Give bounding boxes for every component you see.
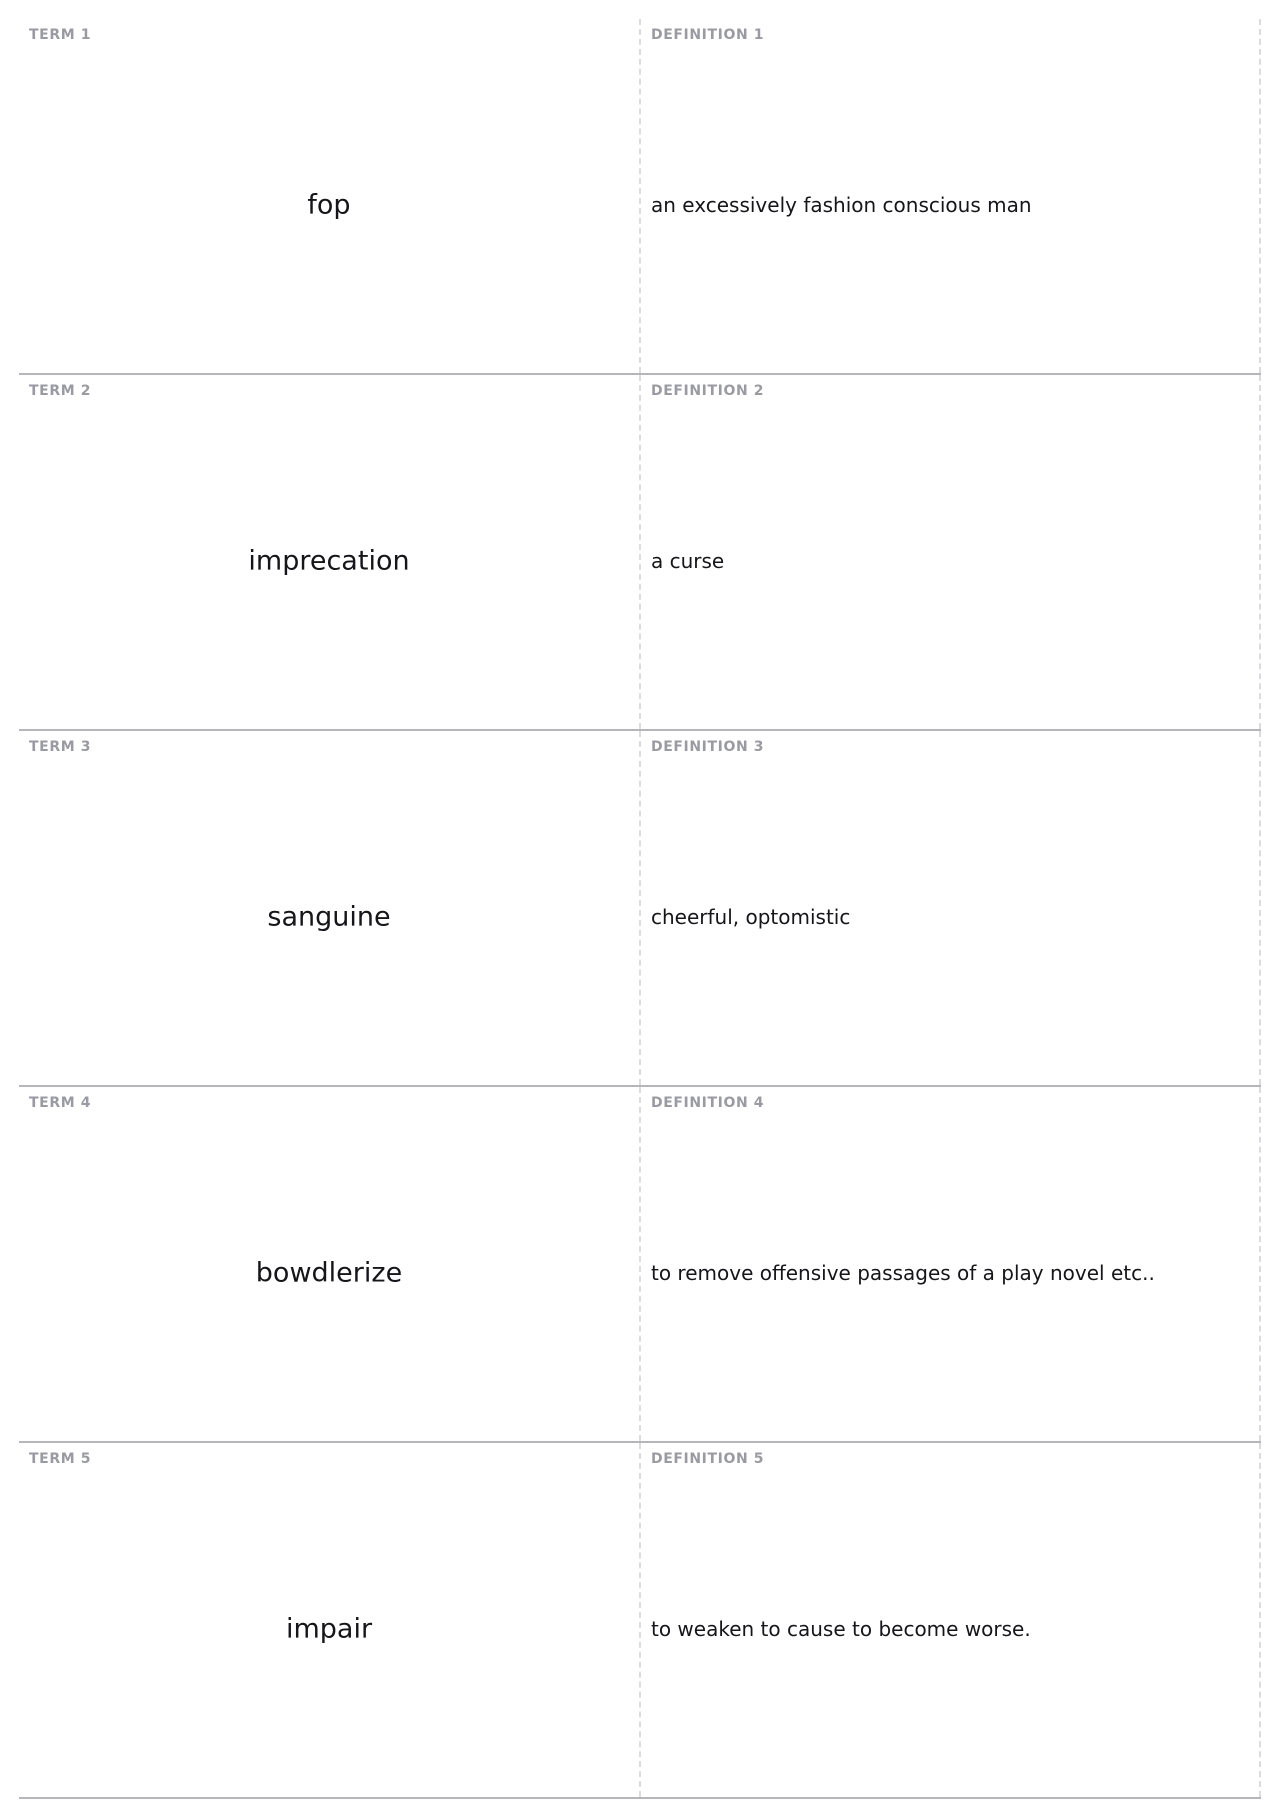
definition-label: DEFINITION 3 (651, 739, 765, 755)
definition-text: to weaken to cause to become worse. (651, 1617, 1031, 1641)
definition-label: DEFINITION 1 (651, 27, 765, 43)
definition-text: to remove offensive passages of a play novel etc.. (651, 1261, 1155, 1285)
flashcard-row (19, 375, 1261, 731)
term-cell (19, 1443, 641, 1797)
term-label: TERM 3 (29, 739, 92, 755)
term-label: TERM 5 (29, 1451, 92, 1467)
term-cell (19, 1087, 641, 1441)
term-cell (19, 375, 641, 729)
term-text: impair (285, 1613, 373, 1645)
term-label: TERM 1 (29, 27, 92, 43)
definition-text: an excessively fashion conscious man (651, 193, 1032, 217)
term-cell (19, 19, 641, 373)
flashcard-sheet (19, 19, 1261, 1799)
flashcard-row (19, 1087, 1261, 1443)
flashcard-row (19, 19, 1261, 375)
term-cell (19, 731, 641, 1085)
term-label: TERM 2 (29, 383, 92, 399)
term-text: fop (307, 189, 351, 221)
term-text: imprecation (248, 545, 410, 577)
definition-cell (641, 375, 1261, 729)
definition-cell (641, 19, 1261, 373)
definition-label: DEFINITION 2 (651, 383, 765, 399)
definition-text: a curse (651, 549, 725, 573)
definition-cell (641, 1087, 1261, 1441)
definition-cell (641, 731, 1261, 1085)
flashcard-row (19, 731, 1261, 1087)
term-text: bowdlerize (255, 1257, 403, 1289)
term-text: sanguine (267, 901, 391, 933)
definition-text: cheerful, optomistic (651, 905, 851, 929)
flashcard-row (19, 1443, 1261, 1799)
definition-cell (641, 1443, 1261, 1797)
term-label: TERM 4 (29, 1095, 92, 1111)
definition-label: DEFINITION 4 (651, 1095, 765, 1111)
definition-label: DEFINITION 5 (651, 1451, 765, 1467)
